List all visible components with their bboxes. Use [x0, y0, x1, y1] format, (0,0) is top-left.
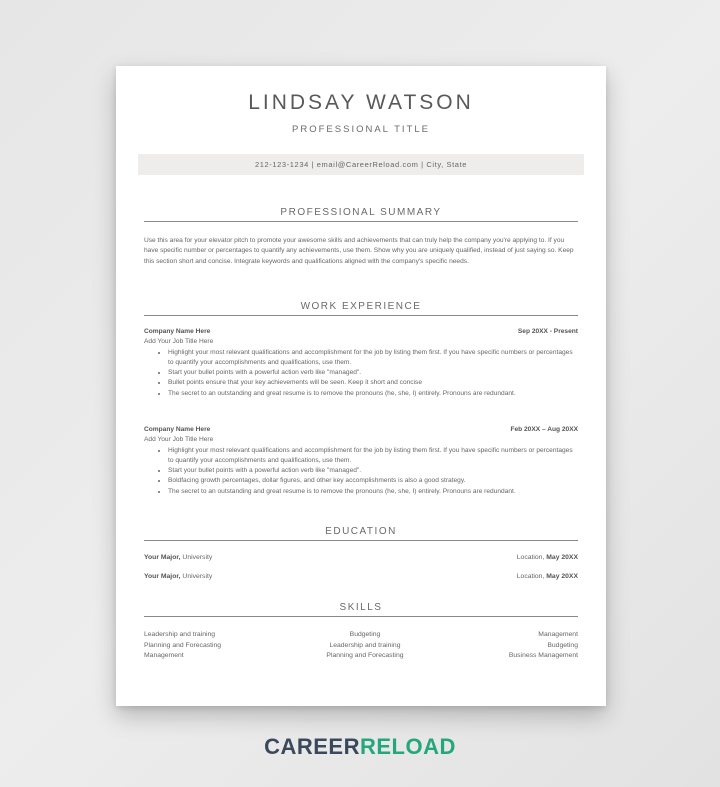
job-entry	[144, 425, 578, 497]
contact-bar: 212-123-1234 | email@CareerReload.com | City, State	[138, 154, 584, 175]
education-major: Your Major,	[144, 573, 181, 580]
job-bullets	[144, 446, 578, 497]
skills-grid	[144, 630, 578, 662]
education-row	[144, 554, 578, 561]
skill-item: Management	[538, 631, 578, 638]
work-heading: WORK EXPERIENCE	[144, 301, 578, 316]
education-major: Your Major,	[144, 554, 181, 561]
job-bullet: • Highlight your most relevant qualifications and accomplishment for the job by listing them first. If you have specific numbers or percentages to quantify your accomplishments and qualifications, use them.	[168, 446, 578, 467]
skill-item: Leadership and training	[329, 641, 401, 649]
education-school: University	[180, 573, 213, 580]
summary-heading: PROFESSIONAL SUMMARY	[144, 207, 578, 222]
skill-item: Budgeting	[349, 631, 381, 638]
company-name: Company Name Here	[144, 426, 211, 433]
job-bullet: • Boldfacing growth percentages, dollar figures, and other key accomplishments is also a good strategy.	[168, 476, 578, 486]
education-row	[144, 573, 578, 580]
skill-item: Planning and Forecasting	[144, 641, 222, 649]
resume-page	[116, 66, 606, 706]
resume-name: LINDSAY WATSON	[248, 91, 474, 114]
skill-item: Budgeting	[547, 641, 578, 649]
job-bullets	[144, 348, 578, 399]
job-bullet: • The secret to an outstanding and great resume is to remove the pronouns (he, she, I) entirely. Pronouns are redundant.	[168, 389, 578, 399]
education-location: Location,	[516, 573, 547, 580]
company-name: Company Name Here	[144, 328, 211, 335]
education-date: May 20XX	[546, 554, 578, 561]
logo-part-career: CAREER	[264, 734, 360, 759]
education-heading: EDUCATION	[144, 526, 578, 541]
job-entry	[144, 327, 578, 399]
job-title: Add Your Job Title Here	[144, 338, 214, 346]
summary-text: Use this area for your elevator pitch to promote your awesome skills and achievements that can truly help the company you're applying to. If you have specific number or percentages to quantify any achievements, use them. Show why you are uniquely qualified, instead of just saying so. Keep this section short and concise. Integrate keywords and qualifications aligned with the company's specific needs.	[144, 237, 574, 265]
education-date: May 20XX	[546, 573, 578, 580]
skill-item: Management	[144, 652, 184, 659]
skill-item: Leadership and training	[144, 631, 216, 638]
job-bullet: • Start your bullet points with a powerful action verb like "managed".	[168, 466, 578, 476]
job-bullet: • Start your bullet points with a powerful action verb like "managed".	[168, 368, 578, 378]
professional-title: PROFESSIONAL TITLE	[292, 124, 430, 135]
job-bullet: • Bullet points ensure that your key achievements will be seen. Keep it short and concise	[168, 378, 578, 388]
careerreload-logo	[0, 734, 720, 760]
skill-item: Business Management	[508, 652, 578, 659]
logo-part-reload: RELOAD	[360, 734, 456, 759]
job-title: Add Your Job Title Here	[144, 436, 214, 444]
skills-heading: SKILLS	[144, 602, 578, 617]
skill-item: Planning and Forecasting	[326, 652, 404, 659]
education-location: Location,	[516, 554, 547, 561]
job-dates: Feb 20XX – Aug 20XX	[510, 426, 578, 433]
education-school: University	[180, 554, 213, 561]
job-bullet: • The secret to an outstanding and great resume is to remove the pronouns (he, she, I) entirely. Pronouns are redundant.	[168, 487, 578, 497]
job-dates: Sep 20XX - Present	[517, 328, 578, 335]
job-bullet: • Highlight your most relevant qualifications and accomplishment for the job by listing them first. If you have specific numbers or percentages to quantify your accomplishments and qualifications, use them.	[168, 348, 578, 369]
